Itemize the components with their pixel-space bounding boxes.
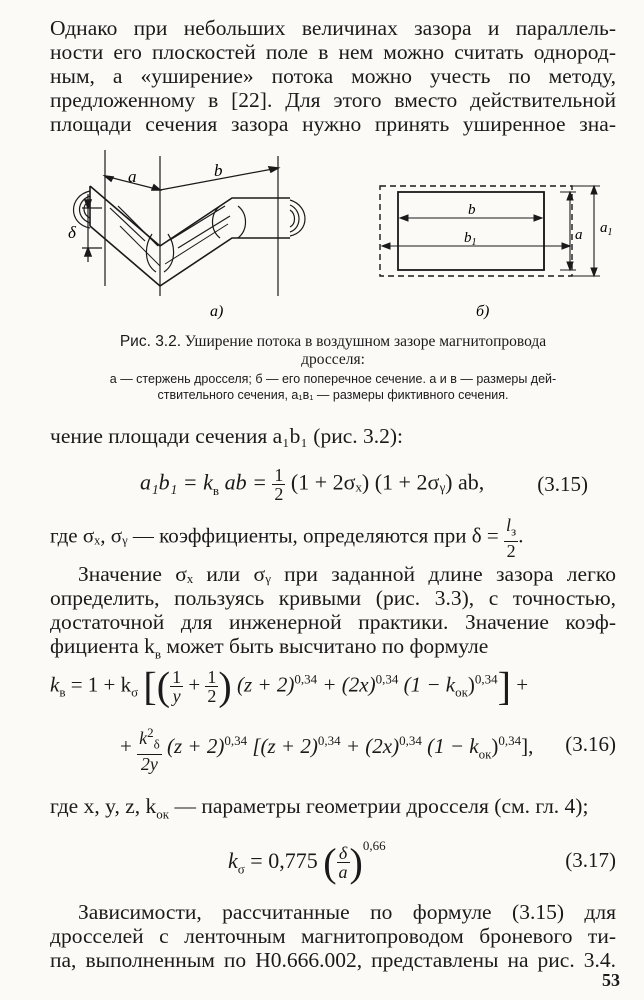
fraction xyxy=(272,466,285,503)
text-line: предложенному в [22]. Для этого вместо действительной xyxy=(50,88,616,112)
equation-number: (3.16) xyxy=(565,732,616,756)
frac-num: 1 xyxy=(207,667,217,687)
eq-sub: σ xyxy=(131,684,139,700)
text-line: Зависимости, рассчитанные по формуле (3.15) для xyxy=(78,900,616,924)
eq-pow: 0,34 xyxy=(399,733,422,749)
eq-token: k xyxy=(50,672,60,697)
legend-line: ствительного сечения, a₁в₁ — размеры фиктивного сечения. xyxy=(157,388,509,402)
text-sub: ок xyxy=(156,806,170,822)
equation-number: (3.15) xyxy=(537,472,588,496)
eq-pow: 0,34 xyxy=(375,671,399,687)
paren: ( xyxy=(323,839,337,885)
intro-paragraph xyxy=(50,16,616,136)
eq-token: (1 − k xyxy=(427,734,479,759)
frac-den: a xyxy=(338,862,348,883)
label-a: a xyxy=(128,167,137,186)
eq-token: ], xyxy=(521,734,534,759)
text-fragment: где x, y, z, k xyxy=(50,794,157,818)
eq-token: ) xyxy=(467,672,475,697)
text-line xyxy=(50,634,616,666)
eq-lhs: a₁b₁ = k xyxy=(140,469,213,495)
label-delta: δ xyxy=(68,223,76,242)
text-fragment: может быть высчитано по формуле xyxy=(160,634,489,658)
frac-num: k xyxy=(139,728,148,748)
text-line: достаточной для инженерной практики. Значение коэф- xyxy=(50,610,616,634)
text-after-caption xyxy=(50,424,616,448)
eq-token: + (2x) xyxy=(345,734,400,759)
frac-den: 2y xyxy=(140,753,158,774)
bracket: [ xyxy=(143,663,157,709)
eq-sub: в xyxy=(59,684,66,700)
text-line: дросселей с ленточным магнитопроводом броневого ти- xyxy=(50,924,616,948)
paren: ( xyxy=(156,663,171,709)
equation-3-15 xyxy=(50,466,616,503)
frac-den: y xyxy=(172,686,181,706)
label-b: b xyxy=(214,161,223,180)
equation-3-16-line2 xyxy=(50,724,616,773)
fraction xyxy=(205,668,218,705)
eq-sub: в xyxy=(212,482,220,498)
text-line: па, выполненным по Н0.666.002, представлены на рис. 3.4. xyxy=(50,948,616,972)
equation-3-17 xyxy=(50,838,616,885)
eq-token: = 1 + k xyxy=(70,672,132,697)
eq-token: [(z + 2) xyxy=(252,734,318,759)
label-inner-b1: $b_1$ xyxy=(464,230,477,248)
eq-pow: 0,34 xyxy=(474,671,498,687)
frac-num: 1 xyxy=(172,667,182,687)
bracket: ] xyxy=(497,663,511,709)
text-fragment: — параметры геометрии дросселя (см. гл. 4); xyxy=(169,794,589,818)
fraction xyxy=(170,668,183,705)
subfigure-label-b: б) xyxy=(476,303,490,320)
paren: ) xyxy=(218,663,232,709)
legend-line: а — стержень дросселя; б — его поперечное сечение. а и в — размеры дей- xyxy=(109,372,557,386)
frac-num-sup: 2 xyxy=(147,725,154,740)
eq-sub: σ xyxy=(237,861,245,877)
where-sigma-line xyxy=(50,516,616,560)
text-line: Однако при небольших величинах зазора и параллель- xyxy=(50,16,616,40)
equation-3-16-line1: $k_в = 1 + k_\sigma$ [( $\frac{1}{y}$ + $\frac{1}{2}$ ) $(z + 2)^{0,34} + (2x)^{0,34}$ $(1 - k_{ок})^{0,34}$] + xyxy=(50,663,529,709)
text-line: чение площади сечения a₁b₁ (рис. 3.2): xyxy=(50,424,404,448)
final-paragraph xyxy=(50,900,616,972)
eq-token: ) xyxy=(491,734,499,759)
figure-caption xyxy=(50,333,616,369)
frac-den: 2 xyxy=(274,484,284,504)
text-fragment: фициента k xyxy=(50,634,155,658)
eq-token: k xyxy=(228,848,238,873)
eq-mid: ab = xyxy=(224,469,267,495)
frac-num: 1 xyxy=(274,465,284,485)
fraction xyxy=(504,516,518,560)
text-line: Значение σₓ или σᵧ при заданной длине зазора легко xyxy=(78,562,616,586)
where-params-line xyxy=(50,794,616,826)
figure-b-cross-section xyxy=(380,186,600,276)
subfigure-label-a: а) xyxy=(210,303,224,320)
eq-sub: ок xyxy=(478,746,492,762)
eq-token: (z + 2) xyxy=(166,734,225,759)
equation-number: (3.17) xyxy=(565,848,616,872)
caption-title-line2: дросселя: xyxy=(301,351,365,368)
where-end: . xyxy=(518,523,524,548)
eq-pow: 0,34 xyxy=(317,733,341,749)
eq-token: (z + 2) xyxy=(237,672,295,697)
figure-3-2 xyxy=(60,146,620,326)
caption-line xyxy=(50,333,616,351)
caption-title: Уширение потока в воздушном зазоре магнитопровода xyxy=(184,333,547,350)
frac-den: 2 xyxy=(207,686,217,706)
page-number: 53 xyxy=(602,970,620,990)
frac-num: l xyxy=(506,515,512,535)
frac-num-sub: δ xyxy=(153,736,160,752)
label-side-a: a xyxy=(575,227,583,243)
eq-pow: 0,66 xyxy=(362,838,386,853)
where-text: где σₓ, σᵧ — коэффициенты, определяются при δ = xyxy=(50,523,499,548)
text-line: ным, а «уширение» потока можно учесть по методу, xyxy=(50,64,616,88)
figure-a-core-diagram xyxy=(74,150,306,296)
fraction xyxy=(337,844,350,881)
fraction xyxy=(137,724,162,773)
text-line: ности его плоскостей поле в нем можно считать однород- xyxy=(50,40,616,64)
eq-sub: ок xyxy=(455,684,468,700)
paragraph-2 xyxy=(50,562,616,666)
label-side-a1: $a_1$ xyxy=(600,220,613,238)
frac-num: δ xyxy=(338,843,348,864)
text-line xyxy=(50,794,616,826)
eq-pow: 0,34 xyxy=(294,671,318,687)
caption-label: Рис. 3.2. xyxy=(119,333,182,350)
eq-rhs: (1 + 2σₓ) (1 + 2σᵧ) ab, xyxy=(290,469,485,495)
eq-token: = 0,775 xyxy=(250,848,318,873)
frac-den: 2 xyxy=(506,540,516,561)
figure-legend xyxy=(50,371,616,403)
frac-num-sub: з xyxy=(511,523,517,539)
eq-pow: 0,34 xyxy=(498,733,522,749)
eq-pow: 0,34 xyxy=(224,733,248,749)
text-line: определить, пользуясь кривыми (рис. 3.3), с точностью, xyxy=(50,586,616,610)
text-line: площади сечения зазора нужно принять уширенное зна- xyxy=(50,112,616,136)
paren: ) xyxy=(349,839,363,885)
eq-token: + (2x) xyxy=(322,672,376,697)
eq-token: + xyxy=(120,734,132,759)
eq-token: (1 − k xyxy=(403,672,456,697)
label-inner-b: b xyxy=(468,202,476,218)
text-sub: в xyxy=(154,646,161,662)
